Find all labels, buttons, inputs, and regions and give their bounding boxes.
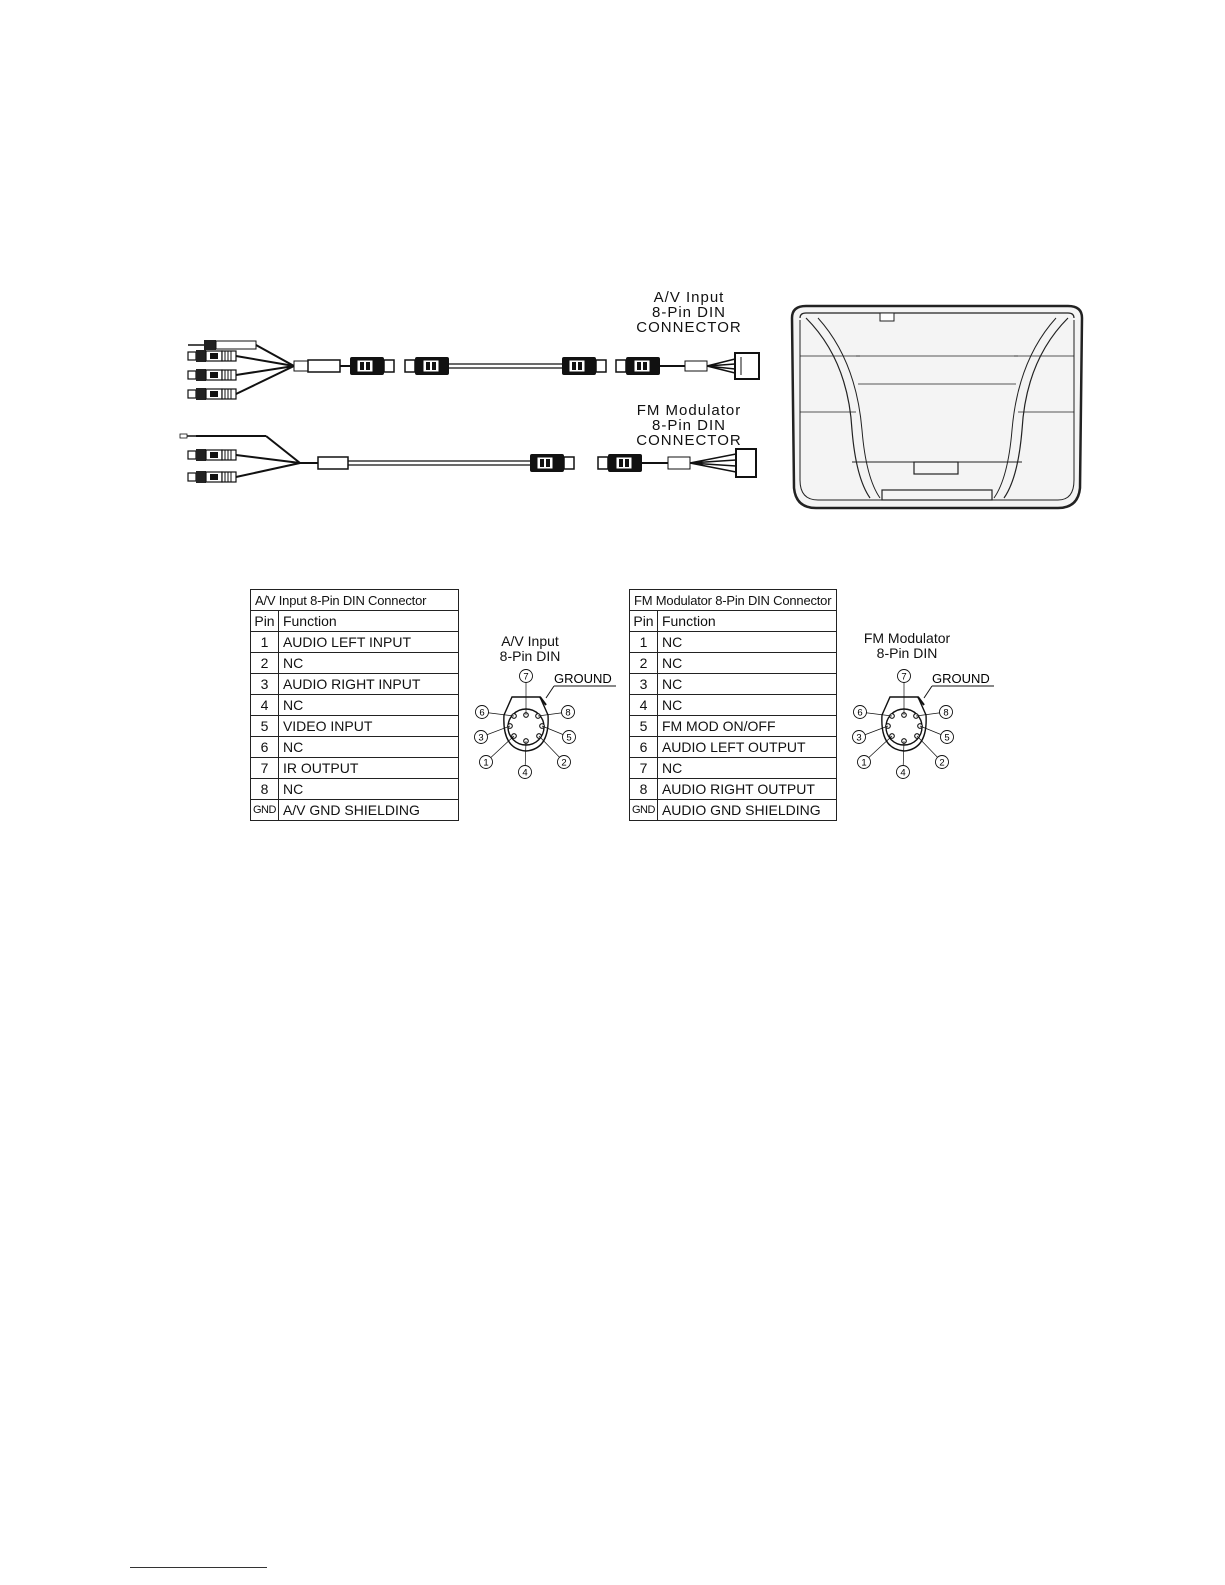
av-din-title-line1: A/V Input (501, 633, 559, 649)
ground-label: GROUND (932, 671, 990, 686)
pin-cell: 6 (630, 737, 658, 758)
av-connector-label (618, 290, 760, 335)
function-cell: IR OUTPUT (278, 758, 458, 779)
fm-connector-label-line2: 8-Pin DIN (651, 417, 727, 434)
av-cable (188, 340, 759, 400)
pin-5-number: 5 (944, 732, 950, 744)
table-row (251, 632, 459, 653)
function-cell: FM MOD ON/OFF (657, 716, 836, 737)
function-cell: NC (657, 695, 836, 716)
av-din-diagram (470, 665, 620, 785)
table-row (251, 716, 459, 737)
pin-cell: 7 (251, 758, 279, 779)
cable-diagram (0, 0, 1225, 560)
pin-8-number: 8 (565, 707, 571, 719)
fm-connector-label-line3: CONNECTOR (636, 432, 742, 449)
table-row (251, 695, 459, 716)
pin-cell: 1 (251, 632, 279, 653)
pin-1-number: 1 (861, 757, 867, 769)
table-row (251, 779, 459, 800)
function-cell: AUDIO RIGHT OUTPUT (657, 779, 836, 800)
function-cell: NC (278, 695, 458, 716)
av-connector-label-line3: CONNECTOR (636, 319, 742, 336)
pin-cell: 2 (630, 653, 658, 674)
av-col-pin: Pin (251, 611, 279, 632)
function-cell: AUDIO LEFT INPUT (278, 632, 458, 653)
pin-cell: 3 (630, 674, 658, 695)
function-cell: NC (657, 632, 836, 653)
fm-din-title (848, 631, 966, 661)
function-cell: NC (657, 653, 836, 674)
fm-din-diagram (848, 665, 998, 785)
pin-5-number: 5 (566, 732, 572, 744)
monitor-illustration (792, 306, 1082, 508)
ground-leader (924, 686, 932, 698)
pin-7-number: 7 (901, 671, 907, 683)
fm-connector-label (618, 403, 760, 448)
fm-din-title-line2: 8-Pin DIN (876, 645, 938, 661)
pin-4-number: 4 (522, 767, 528, 779)
table-row (630, 632, 837, 653)
table-row (251, 737, 459, 758)
function-cell: NC (657, 674, 836, 695)
function-cell: AUDIO GND SHIELDING (657, 800, 836, 821)
function-cell: AUDIO LEFT OUTPUT (657, 737, 836, 758)
av-din-title (470, 634, 590, 664)
table-row (251, 800, 459, 821)
pin-cell: GND (251, 800, 279, 821)
pin-cell: 4 (630, 695, 658, 716)
function-cell: NC (278, 779, 458, 800)
ground-leader (546, 686, 554, 698)
table-row (630, 695, 837, 716)
function-cell: NC (657, 758, 836, 779)
fm-connector-label-line1: FM Modulator (636, 402, 742, 419)
pin-cell: 8 (630, 779, 658, 800)
table-row (630, 779, 837, 800)
pin-cell: 1 (630, 632, 658, 653)
table-row (251, 653, 459, 674)
function-cell: A/V GND SHIELDING (278, 800, 458, 821)
ground-label: GROUND (554, 671, 612, 686)
pin-cell: 7 (630, 758, 658, 779)
fm-pin-table (629, 589, 837, 821)
av-connector-label-line1: A/V Input (653, 289, 725, 306)
function-cell: NC (278, 653, 458, 674)
av-table-title: A/V Input 8-Pin DIN Connector (251, 590, 459, 611)
table-row (630, 758, 837, 779)
table-row (630, 674, 837, 695)
table-row (630, 800, 837, 821)
table-row (630, 653, 837, 674)
pin-4-number: 4 (900, 767, 906, 779)
function-cell: VIDEO INPUT (278, 716, 458, 737)
table-row (630, 737, 837, 758)
pin-cell: 6 (251, 737, 279, 758)
pin-cell: GND (630, 800, 658, 821)
footer-rule (130, 1567, 267, 1568)
pin-3-number: 3 (856, 732, 862, 744)
av-connector-label-line2: 8-Pin DIN (651, 304, 727, 321)
pin-cell: 5 (630, 716, 658, 737)
pin-cell: 5 (251, 716, 279, 737)
pin-6-number: 6 (479, 707, 485, 719)
pin-7-number: 7 (523, 671, 529, 683)
av-col-function: Function (278, 611, 458, 632)
pin-cell: 4 (251, 695, 279, 716)
pin-cell: 3 (251, 674, 279, 695)
fm-din-title-line1: FM Modulator (863, 630, 951, 646)
fm-col-function: Function (657, 611, 836, 632)
table-row (630, 716, 837, 737)
pin-1-number: 1 (483, 757, 489, 769)
pin-2-number: 2 (939, 757, 945, 769)
pin-2-number: 2 (561, 757, 567, 769)
function-cell: AUDIO RIGHT INPUT (278, 674, 458, 695)
pin-6-number: 6 (857, 707, 863, 719)
av-pin-table (250, 589, 459, 821)
pin-cell: 8 (251, 779, 279, 800)
function-cell: NC (278, 737, 458, 758)
fm-col-pin: Pin (630, 611, 658, 632)
av-din-title-line2: 8-Pin DIN (499, 648, 561, 664)
pin-8-number: 8 (943, 707, 949, 719)
table-row (251, 674, 459, 695)
table-row (251, 758, 459, 779)
fm-table-title: FM Modulator 8-Pin DIN Connector (630, 590, 837, 611)
pin-3-number: 3 (478, 732, 484, 744)
pin-cell: 2 (251, 653, 279, 674)
